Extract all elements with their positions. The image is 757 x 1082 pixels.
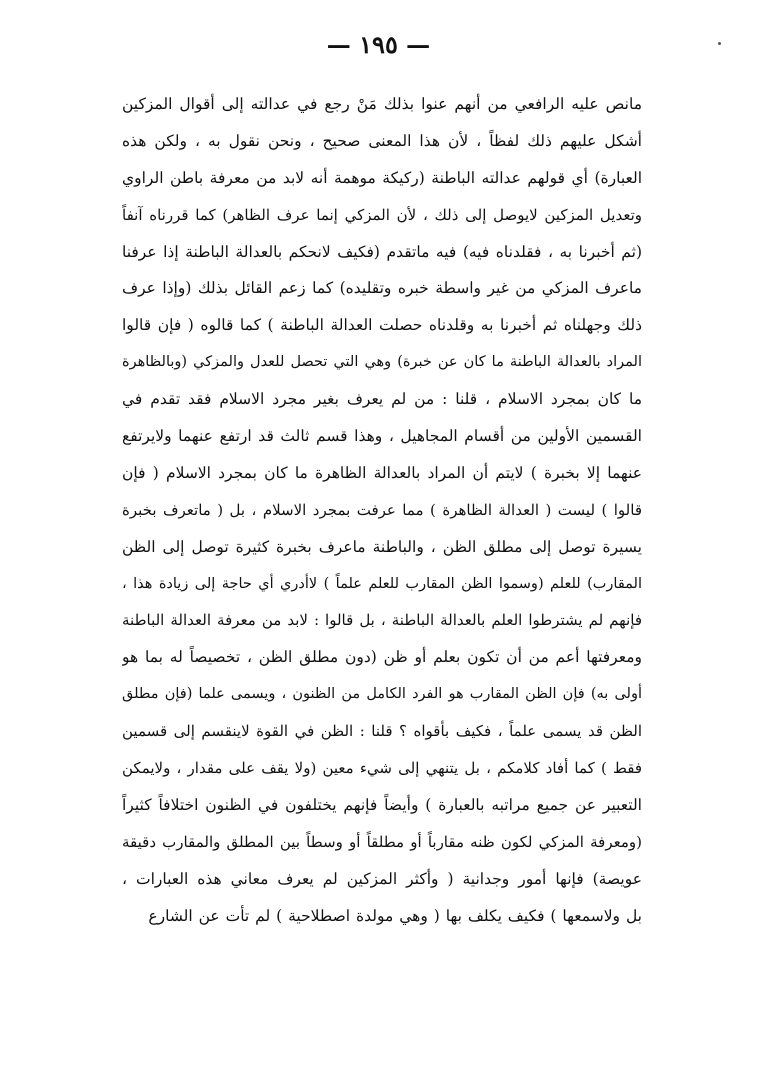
text-line: وتعديل المزكين لايوصل إلى ذلك ، لأن المزكي إنما عرف الظاهر) كما قررناه آنفاً [122,205,642,224]
text-line: (ومعرفة المزكي لكون ظنه مقارباً أو مطلقاً أو وسطاً بين المطلق والمقارب دقيقة [122,832,642,851]
text-line: (ثم أخبرنا به ، فقلدناه فيه) فيه ماتقدم (فكيف لانحكم بالعدالة الباطنة إذا عرفنا [122,242,642,261]
text-line: بل ولاسمعها ) فكيف يكلف بها ( وهي مولدة اصطلاحية ) لم تأت عن الشارع [148,906,642,925]
text-line: المقارب) للعلم (وسموا الظن المقارب للعلم علماً ) لاأدري أي حاجة إلى زيادة هذا ، [122,575,642,592]
text-line: ومعرفتها أعم من أن تكون بعلم أو ظن (دون مطلق الظن ، تخصيصاً له بما هو [122,648,642,667]
text-line: التعبير عن جميع مراتبه بالعبارة ) وأيضاً فإنهم يختلفون في الظنون اختلافاً كثيراً [122,795,642,814]
body-text [122,86,642,934]
text-line: قالوا ) ليست ( العدالة الظاهرة ) مما عرفت بمجرد الاسلام ، بل ( ماتعرف بخبرة [122,500,642,519]
text-line: ما كان بمجرد الاسلام ، قلنا : من لم يعرف بغير مجرد الاسلام فقد تقدم في [122,390,642,409]
text-line: مانص عليه الرافعي من أنهم عنوا بذلك مَنْ رجع في عدالته إلى أقوال المزكين [122,95,642,113]
text-line: الظن قد يسمى علماً ، فكيف بأقواه ؟ قلنا : الظن في القوة لاينقسم إلى قسمين [122,722,642,741]
text-line: العبارة) أي قولهم عدالته الباطنة (ركيكة موهمة أنه لابد من معرفة باطن الراوي [122,168,642,187]
text-line: عويصة) فإنها أمور وجدانية ( وأكثر المزكين لم يعرف معاني هذه العبارات ، [122,869,642,888]
text-line: فقط ) كما أفاد كلامكم ، بل يتنهي إلى شيء معين (ولا يقف على مقدار ، ولايمكن [122,759,642,778]
text-line: المراد بالعدالة الباطنة ما كان عن خبرة) وهي التي تحصل للعدل والمزكي (وبالظاهرة [122,354,642,371]
text-line: فإنهم لم يشترطوا العلم بالعدالة الباطنة ، بل قالوا : لابد من معرفة العدالة الباطنة [122,611,642,630]
text-line: ذلك وجهلناه ثم أخبرنا به وقلدناه حصلت العدالة الباطنة ) كما قالوه ( فإن قالوا [122,316,642,335]
page-number: — ١٩٥ — [326,30,431,59]
text-line: أولى به) فإن الظن المقارب هو الفرد الكامل من الظنون ، ويسمى علما (فإن مطلق [122,686,642,703]
text-line: أشكل عليهم ذلك لفظاً ، لأن هذا المعنى صحيح ، ونحن نقول به ، ولكن هذه [122,131,642,150]
text-line: يسيرة توصل إلى مطلق الظن ، والباطنة ماعرف بخبرة كثيرة توصل إلى الظن [122,537,642,556]
text-line: عنهما إلا بخبرة ) لايتم أن المراد بالعدالة الظاهرة ما كان بمجرد الاسلام ( فإن [122,463,642,482]
scan-speck [718,42,721,45]
text-line: القسمين الأولين من أقسام المجاهيل ، وهذا قسم ثالث قد ارتفع عنهما ولايرتفع [122,427,642,446]
text-line: ماعرف المزكي من غير واسطة خبره وتقليده) كما زعم القائل بذلك (وإذا عرف [122,279,642,298]
